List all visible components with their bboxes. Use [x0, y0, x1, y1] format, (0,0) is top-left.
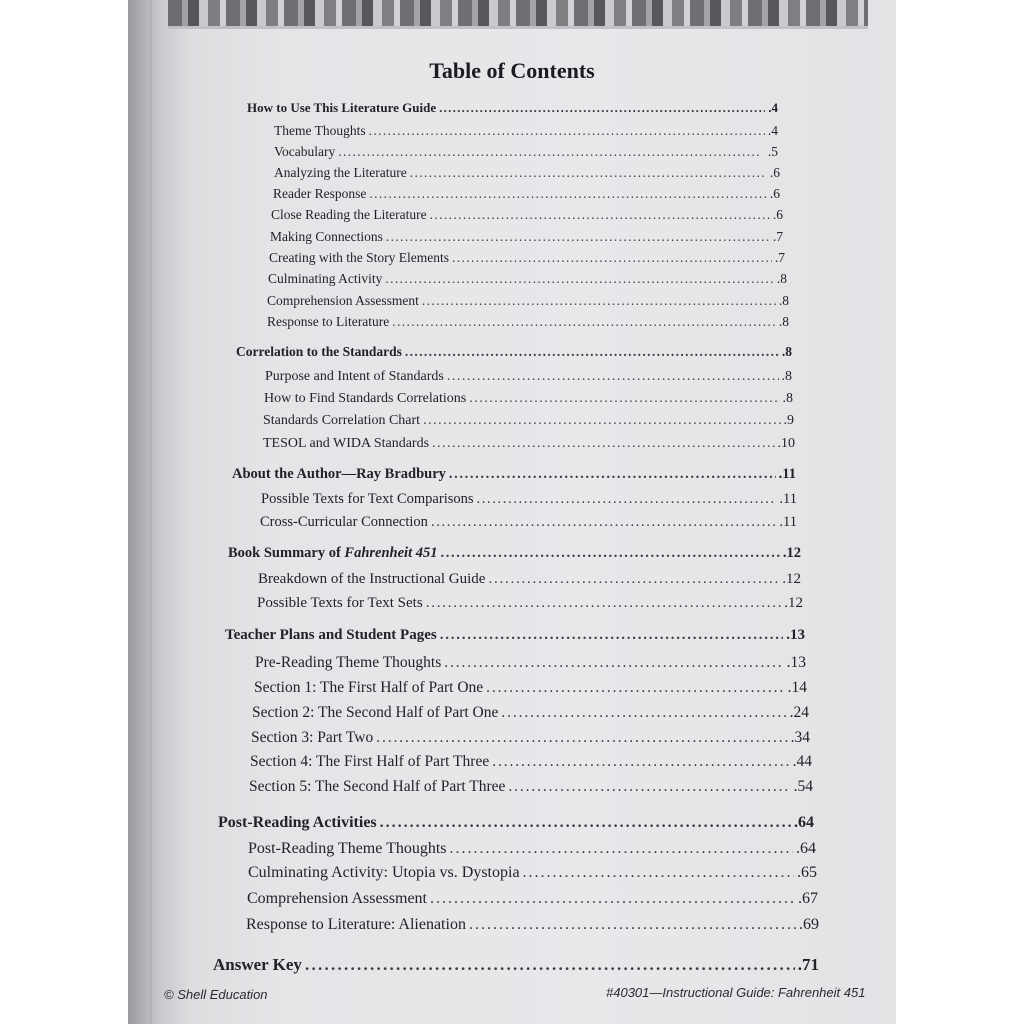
toc-dot-leader: [449, 466, 776, 483]
toc-dot-leader: [439, 100, 765, 116]
toc-entry-label: Correlation to the Standards: [236, 344, 402, 359]
toc-entry: [248, 840, 816, 858]
toc-page-number: .4: [767, 123, 778, 138]
toc-dot-leader: [492, 753, 789, 771]
toc-page-number: .65: [797, 864, 817, 881]
toc-entry: [257, 595, 803, 612]
toc-entry: [263, 413, 794, 429]
toc-entry: [254, 679, 807, 697]
toc-entry-label: Comprehension Assessment: [247, 890, 427, 907]
toc-entry-label: TESOL and WIDA Standards: [263, 436, 430, 451]
toc-entry-label: Section 5: The Second Half of Part Three: [249, 778, 506, 795]
toc-dot-leader: [422, 293, 776, 309]
toc-dot-leader: [305, 955, 795, 975]
toc-dot-leader: [432, 436, 774, 452]
toc-entry-label: Cross-Curricular Connection: [260, 514, 428, 530]
toc-entry: [261, 491, 797, 508]
toc-dot-leader: [430, 890, 795, 908]
toc-entry-label: Teacher Plans and Student Pages: [225, 627, 437, 643]
toc-dot-leader: [410, 165, 767, 181]
toc-dot-leader: [386, 229, 770, 245]
toc-entry: [269, 250, 785, 266]
toc-page-number: .64: [794, 814, 814, 831]
toc-page-number: .9: [783, 413, 794, 428]
background-right: [896, 0, 1024, 1024]
toc-entry-label: Response to Literature: [267, 314, 390, 329]
toc-section-heading: [247, 100, 778, 116]
toc-dot-leader: [440, 627, 784, 644]
toc-entry: [255, 654, 806, 672]
toc-entry: [274, 144, 778, 160]
product-footer: #40301—Instructional Guide: Fahrenheit 451: [606, 985, 866, 1000]
toc-page-number: .10: [777, 436, 795, 451]
toc-page-number: .12: [782, 571, 801, 587]
toc-entry-label: Post-Reading Theme Thoughts: [248, 840, 447, 857]
publisher-footer: © Shell Education: [164, 987, 268, 1002]
toc-page-number: .8: [781, 369, 792, 384]
toc-page-number: .8: [782, 391, 793, 406]
toc-entry-label: Section 2: The Second Half of Part One: [252, 704, 499, 721]
toc-entry: [249, 778, 813, 796]
toc-section-heading: [218, 814, 814, 832]
toc-section-heading: [213, 955, 819, 975]
toc-dot-leader: [488, 571, 779, 588]
toc-page-number: .5: [767, 144, 778, 159]
toc-entry-label: Possible Texts for Text Comparisons: [261, 491, 474, 507]
toc-entry-label: Standards Correlation Chart: [263, 413, 421, 428]
toc-page-number: .54: [793, 778, 813, 795]
toc-dot-leader: [469, 916, 796, 934]
background-left: [0, 0, 128, 1024]
toc-dot-leader: [501, 704, 786, 722]
toc-entry: [263, 436, 795, 452]
toc-dot-leader: [430, 207, 770, 223]
toc-entry-label: Purpose and Intent of Standards: [265, 369, 444, 384]
toc-page-number: .8: [778, 314, 789, 329]
toc-entry-label: Reader Response: [273, 186, 367, 201]
toc-dot-leader: [452, 250, 772, 266]
toc-page-number: .12: [782, 545, 801, 561]
toc-entry-label: Creating with the Story Elements: [269, 250, 449, 265]
toc-entry-label: Analyzing the Literature: [274, 165, 407, 180]
toc-entry: [252, 704, 809, 722]
toc-dot-leader: [426, 595, 782, 612]
toc-page-number: .8: [776, 271, 787, 286]
toc-dot-leader: [486, 679, 784, 697]
toc-entry: [273, 186, 780, 202]
toc-entry-label: Vocabulary: [274, 144, 336, 159]
toc-dot-leader: [369, 123, 765, 139]
toc-entry-label: Making Connections: [270, 229, 383, 244]
toc-page-number: .7: [772, 229, 783, 244]
toc-page-number: .69: [799, 916, 819, 933]
toc-entry: [270, 229, 783, 245]
toc-entry-label: About the Author—Ray Bradbury: [232, 466, 446, 482]
toc-entry: [267, 314, 789, 330]
toc-dot-leader: [444, 654, 783, 672]
toc-entry: [260, 514, 797, 531]
toc-entry: [274, 123, 778, 139]
toc-section-heading: [225, 627, 805, 644]
toc-page-number: .14: [787, 679, 807, 696]
toc-entry-label: Culminating Activity: [268, 271, 383, 286]
toc-entry-label: Pre-Reading Theme Thoughts: [255, 654, 442, 671]
toc-page-number: .34: [790, 729, 810, 746]
toc-dot-leader: [376, 729, 787, 747]
page-title: Table of Contents: [429, 58, 595, 83]
toc-page-number: .6: [769, 165, 780, 180]
toc-page-number: .6: [772, 207, 783, 222]
toc-entry-label: How to Use This Literature Guide: [247, 100, 437, 115]
toc-page-number: .6: [769, 186, 780, 201]
toc-page-number: .64: [796, 840, 816, 857]
toc-entry-label: Theme Thoughts: [274, 123, 366, 138]
toc-section-heading: [228, 545, 801, 562]
toc-entry: [271, 207, 783, 223]
toc-entry: [265, 369, 792, 385]
toc-dot-leader: [447, 369, 779, 385]
toc-entry-label: Section 3: Part Two: [251, 729, 374, 746]
toc-dot-leader: [508, 778, 790, 796]
toc-dot-leader: [440, 545, 779, 562]
toc-page-number: .24: [789, 704, 809, 721]
toc-entry-label: Book Summary of Fahrenheit 451: [228, 545, 438, 561]
toc-entry-label: Breakdown of the Instructional Guide: [258, 571, 486, 587]
toc-dot-leader: [380, 814, 791, 832]
toc-entry: [246, 916, 819, 934]
toc-page-number: .44: [792, 753, 812, 770]
toc-entry: [251, 729, 810, 747]
toc-entry: [247, 890, 818, 908]
toc-entry-label: Comprehension Assessment: [267, 293, 419, 308]
toc-page-number: .13: [786, 627, 805, 643]
toc-entry-label: Close Reading the Literature: [271, 207, 427, 222]
toc-dot-leader: [523, 864, 794, 882]
toc-dot-leader: [385, 271, 774, 287]
toc-page-number: .11: [779, 514, 797, 530]
toc-dot-leader: [477, 491, 777, 508]
toc-entry: [248, 864, 817, 882]
toc-page-number: .8: [778, 293, 789, 308]
toc-entry-label: Section 4: The First Half of Part Three: [250, 753, 490, 770]
toc-entry-label: Post-Reading Activities: [218, 814, 377, 831]
book-page: [128, 0, 896, 1024]
toc-page-number: .11: [778, 466, 796, 482]
toc-entry-italic-title: Fahrenheit 451: [344, 545, 438, 561]
toc-entry: [274, 165, 780, 181]
toc-dot-leader: [431, 514, 776, 531]
toc-entry-label: Culminating Activity: Utopia vs. Dystopia: [248, 864, 520, 881]
toc-dot-leader: [369, 186, 767, 202]
toc-entry-label: Response to Literature: Alienation: [246, 916, 466, 933]
toc-dot-leader: [405, 344, 779, 360]
toc-page-number: .4: [768, 100, 778, 115]
toc-page-number: .71: [797, 955, 819, 974]
toc-dot-leader: [450, 840, 793, 858]
toc-entry-label: How to Find Standards Correlations: [264, 391, 467, 406]
toc-dot-leader: [423, 413, 780, 429]
toc-entry-label: Section 1: The First Half of Part One: [254, 679, 484, 696]
toc-entry: [250, 753, 812, 771]
toc-page-number: .11: [779, 491, 797, 507]
toc-dot-leader: [392, 314, 776, 330]
toc-entry: [268, 271, 787, 287]
toc-section-heading: [232, 466, 796, 483]
toc-page-number: .12: [784, 595, 803, 611]
toc-dot-leader: [338, 144, 765, 160]
toc-page-number: .13: [786, 654, 806, 671]
toc-page-number: .8: [781, 344, 792, 359]
toc-page-number: .7: [774, 250, 785, 265]
toc-entry: [267, 293, 789, 309]
toc-dot-leader: [469, 391, 779, 407]
toc-entry: [258, 571, 801, 588]
table-of-contents: [128, 0, 896, 1024]
toc-entry-label: Possible Texts for Text Sets: [257, 595, 423, 611]
toc-entry: [264, 391, 793, 407]
toc-page-number: .67: [798, 890, 818, 907]
toc-entry-label: Answer Key: [213, 955, 302, 974]
toc-section-heading: [236, 344, 792, 360]
